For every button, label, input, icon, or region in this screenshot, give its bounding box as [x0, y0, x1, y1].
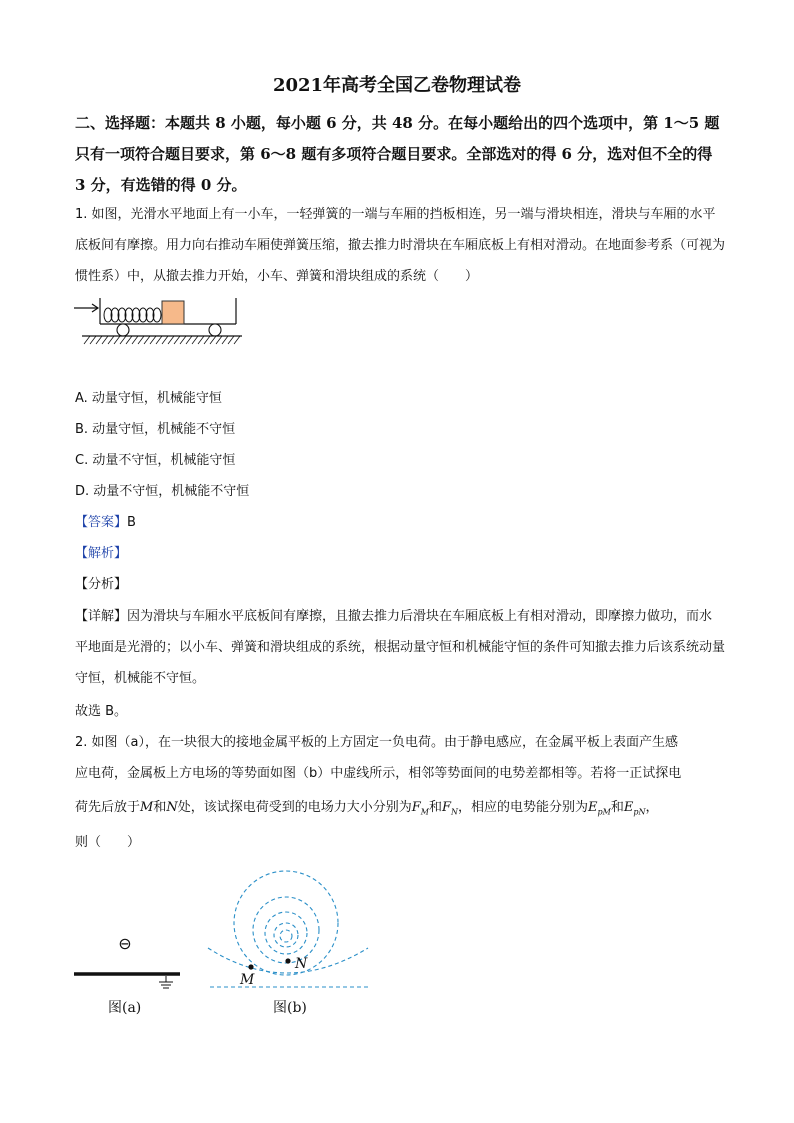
q1-option-a: A. 动量守恒，机械能守恒: [75, 391, 222, 406]
q2-text: ，: [645, 800, 659, 815]
q2-figure-a: [70, 925, 190, 995]
spring: [104, 308, 161, 322]
q1-option-b: B. 动量守恒，机械能不守恒: [75, 422, 236, 437]
var-F: F: [411, 800, 421, 815]
q2-text: 和: [428, 800, 442, 815]
section-instructions: 二、选择题：本题共 8 小题，每小题 6 分，共 48 分。在每小题给出的四个选项中，第 1～5 题只有一项符合题目要求，第 6～8 题有多项符合题目要求。全部选对的得 6 分，选对但不全的得 3 分，有选错的得 0 分。: [75, 114, 720, 194]
q1-cart-figure: [70, 295, 250, 350]
q1-conclusion: 故选 B。: [75, 704, 128, 719]
q2-line-1: 2. 如图（a），在一块很大的接地金属平板的上方固定一负电荷。由于静电感应，在金属平板上表面产生感: [75, 735, 679, 750]
analysis-label: 【解析】: [75, 546, 128, 561]
q1-option-d: D. 动量不守恒，机械能不守恒: [75, 484, 250, 499]
fenxi-label: 【分析】: [75, 577, 128, 592]
var-N: N: [166, 800, 178, 815]
point-N: [285, 958, 290, 963]
label-N: N: [295, 956, 308, 972]
answer-label: 【答案】: [75, 515, 128, 530]
sub-N: N: [451, 807, 459, 817]
answer-value: B: [127, 515, 136, 530]
caption-a: 图(a): [108, 1000, 142, 1016]
q1-answer: [75, 513, 136, 533]
var-M: M: [140, 800, 154, 815]
q2-text: 和: [610, 800, 624, 815]
sub-M: M: [420, 807, 429, 817]
q1-stem: 1. 如图，光滑水平地面上有一小车，一轻弹簧的一端与车厢的挡板相连，另一端与滑块相连，滑块与车厢的水平底板间有摩擦。用力向右推动车厢使弹簧压缩，撤去推力时滑块在车厢底板上有相对滑动。在地面参考系（可视为惯性系）中，从撤去推力开始，小车、弹簧和滑块组成的系统（ ）: [75, 207, 726, 284]
point-M: [248, 964, 253, 969]
ground-hatch: [84, 336, 240, 344]
var-E: E: [623, 800, 634, 815]
negative-charge: ⊖: [118, 934, 132, 953]
q2-figure-b: [200, 868, 380, 993]
wheel-right: [209, 324, 221, 336]
q2-line-2: 应电荷，金属板上方电场的等势面如图（b）中虚线所示，相邻等势面间的电势差都相等。若将一正试探电: [75, 766, 682, 781]
sub-pN: pN: [633, 807, 646, 817]
caption-b: 图(b): [273, 1000, 307, 1016]
q2-line-3: [75, 798, 659, 823]
q2-text: 荷先后放于: [75, 800, 141, 815]
sub-pM: pM: [597, 807, 611, 817]
q2-line-4: 则（ ）: [75, 835, 141, 850]
ground-symbol: [159, 976, 173, 988]
q2-text: ，相应的电势能分别为: [458, 800, 589, 815]
wheel-left: [117, 324, 129, 336]
equipotential-lines: [208, 871, 370, 987]
var-E: E: [588, 800, 598, 815]
q1-option-c: C. 动量不守恒，机械能守恒: [75, 453, 236, 468]
page-title: 2021年高考全国乙卷物理试卷: [272, 75, 522, 96]
detail-text: 因为滑块与车厢水平底板间有摩擦，且撤去推力后滑块在车厢底板上有相对滑动，即摩擦力做功，而水平地面是光滑的；以小车、弹簧和滑块组成的系统，根据动量守恒和机械能守恒的条件可知撤去推力后该系统动量守恒，机械能不守恒。: [75, 609, 726, 686]
detail-label: 【详解】: [75, 609, 128, 624]
var-F: F: [441, 800, 452, 815]
slider-block: [162, 301, 184, 324]
label-M: M: [240, 972, 255, 988]
q2-text: 和: [153, 800, 167, 815]
q2-text: 处，该试探电荷受到的电场力大小分别为: [177, 800, 412, 815]
q1-detail: [75, 601, 725, 694]
